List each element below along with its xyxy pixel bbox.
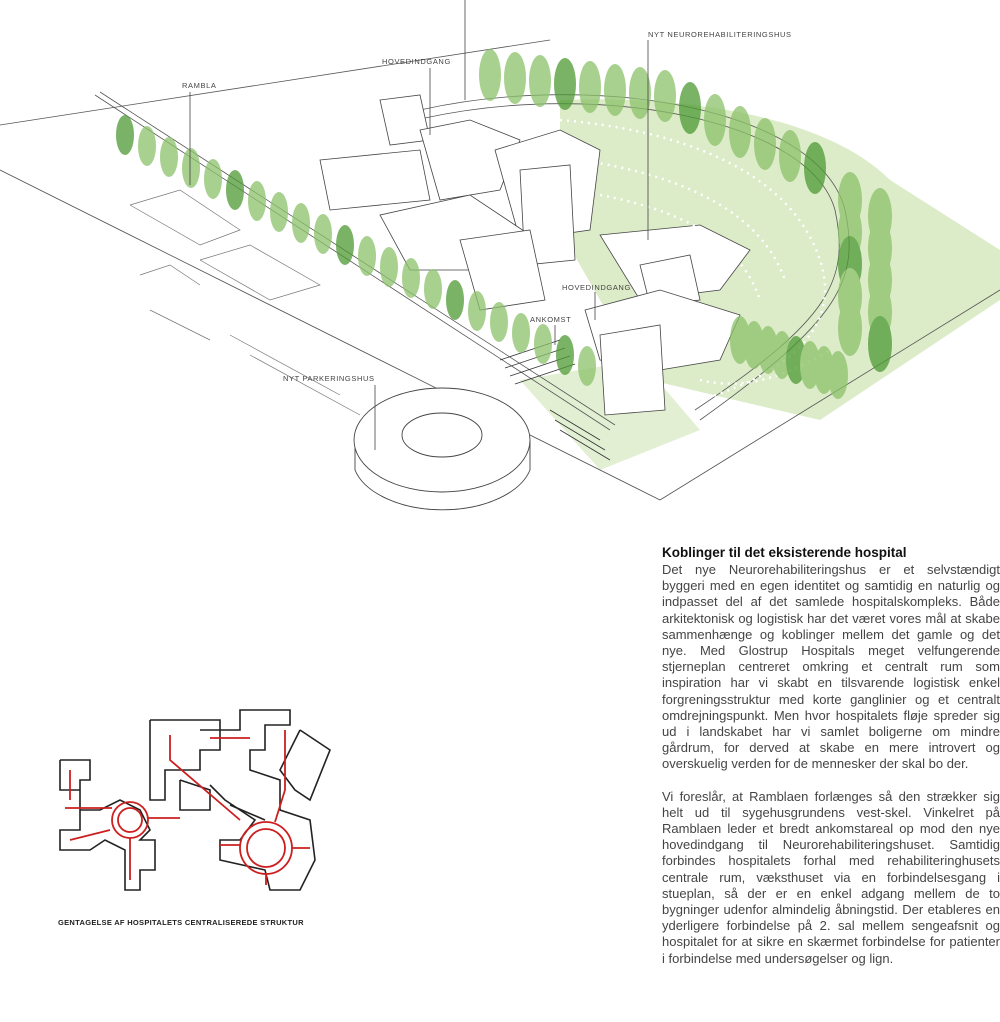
tree <box>529 55 551 107</box>
circulation-route <box>65 730 310 885</box>
tree <box>402 258 420 298</box>
centralized-structure-diagram <box>50 690 350 920</box>
label-arrival: ANKOMST <box>530 315 572 324</box>
tree <box>779 130 801 182</box>
article-heading: Koblinger til det eksisterende hospital <box>662 545 907 560</box>
tree <box>804 142 826 194</box>
tree <box>838 300 862 356</box>
structure-diagram-caption: GENTAGELSE AF HOSPITALETS CENTRALISEREDE STRUKTUR <box>58 918 304 927</box>
tree <box>754 118 776 170</box>
tree <box>182 148 200 188</box>
tree <box>204 159 222 199</box>
tree <box>556 335 574 375</box>
building-outline <box>60 710 330 890</box>
tree <box>679 82 701 134</box>
article-text-column <box>662 544 1000 967</box>
tree <box>226 170 244 210</box>
article-paragraph-1: Det nye Neurorehabiliteringshus er et selvstændigt byggeri med en egen identitet og samtidig en naturlig og indpasset del af det samlede hospitalskompleks. Både arkitektonisk og logistisk har det været vores mål at skabe sammenhænge og koblinger mellem det gamle og det nye. Med Glostrup Hospitals meget velfungerende stjerneplan centreret omkring et centralt rum som inspiration har vi skabt en tilsvarende logistisk enkel forgreningsstruktur med korte ganglinier og et centralt omdrejningspunkt. Men hvor hospitalets fløje spreder sig ud i landskabet har vi samlet boligerne om mindre gårdrum, for derved at skabe en mere introvert og overskuelig verden for de mennesker der skal bo der. <box>662 562 1000 772</box>
tree <box>446 280 464 320</box>
article-paragraph-2: Vi foreslår, at Ramblaen forlænges så den strækker sig helt ud til sygehusgrundens vest-skel. Vinkelret på Ramblaen leder et bredt ankomstareal op mod den nye hovedindgang til Neurorehabiliteringshuset. Samtidig forbindes hospitalets forhal med rehabiliteringhusets centrale rum, væksthuset via en forbindelsesgang i stueplan, så der er en enkel adgang mellem de to bygninger udenfor almindelig åbningstid. Der etableres en yderligere forbindelse på 2. sal mellem sengeafsnit og hospitalet for at sikre en skærmet forbindelse for patienter i forbindelse med undersøgelser og lign. <box>662 788 1000 966</box>
tree <box>504 52 526 104</box>
tree <box>138 126 156 166</box>
tree <box>479 49 501 101</box>
tree <box>579 61 601 113</box>
label-new-neurorehab-house: NYT NEUROREHABILITERINGSHUS <box>648 30 792 39</box>
tree <box>490 302 508 342</box>
tree <box>729 106 751 158</box>
tree <box>704 94 726 146</box>
label-new-parking-house: NYT PARKERINGSHUS <box>283 374 375 383</box>
tree <box>358 236 376 276</box>
tree <box>248 181 266 221</box>
parking-house <box>354 388 530 510</box>
tree <box>654 70 676 122</box>
tree <box>868 316 892 372</box>
label-main-entrance-top: HOVEDINDGANG <box>382 57 451 66</box>
tree <box>468 291 486 331</box>
tree <box>534 324 552 364</box>
label-rambla: RAMBLA <box>182 81 217 90</box>
tree <box>314 214 332 254</box>
label-main-entrance-right: HOVEDINDGANG <box>562 283 631 292</box>
tree <box>380 247 398 287</box>
tree <box>512 313 530 353</box>
tree <box>160 137 178 177</box>
tree <box>292 203 310 243</box>
tree <box>336 225 354 265</box>
tree <box>604 64 626 116</box>
tree <box>116 115 134 155</box>
tree <box>578 346 596 386</box>
tree <box>828 351 848 399</box>
tree <box>554 58 576 110</box>
tree <box>270 192 288 232</box>
tree <box>424 269 442 309</box>
